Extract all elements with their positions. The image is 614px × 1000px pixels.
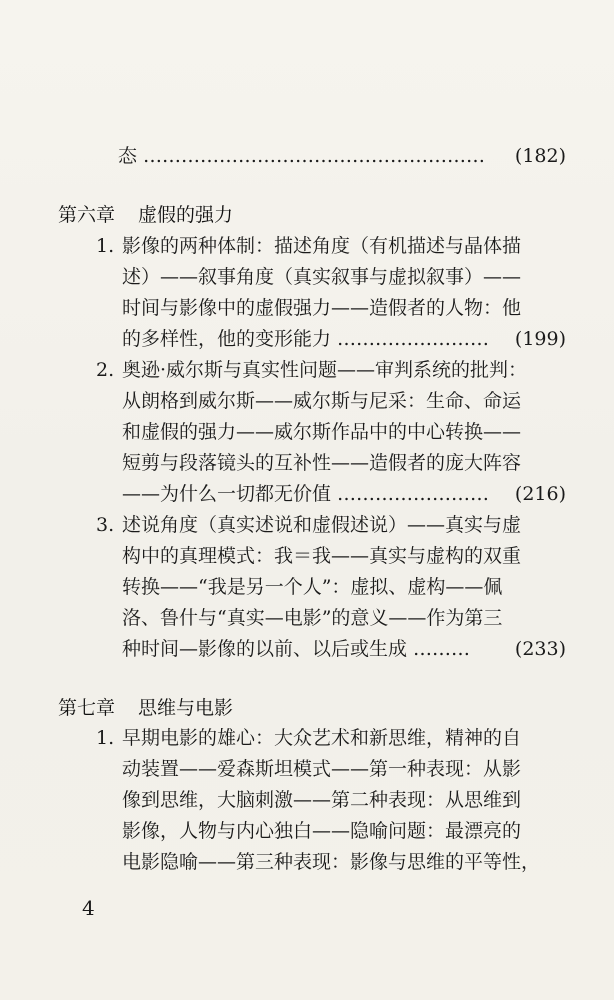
section-line: 动装置——爱森斯坦模式——第一种表现：从影	[122, 758, 522, 780]
section-page: (233)	[514, 638, 566, 660]
section-line: 转换——“我是另一个人”：虚拟、虚构——佩	[122, 576, 503, 598]
chapter-label: 第七章	[58, 697, 116, 719]
section-line: 从朗格到威尔斯——威尔斯与尼采：生命、命运	[122, 390, 522, 412]
section-page: (199)	[514, 328, 566, 350]
section-line: 述说角度（真实述说和虚假述说）——真实与虚	[122, 514, 522, 536]
section-line: 奥逊·威尔斯与真实性问题——审判系统的批判：	[122, 359, 528, 381]
section-line: 述）——叙事角度（真实叙事与虚拟叙事）——	[122, 266, 522, 288]
toc-entry-page: (182)	[514, 145, 566, 167]
section-line: 时间与影像中的虚假强力——造假者的人物：他	[122, 297, 522, 319]
section-number: 1.	[96, 235, 115, 257]
section-line: 早期电影的雄心：大众艺术和新思维，精神的自	[122, 727, 522, 749]
section-line: 电影隐喻——第三种表现：影像与思维的平等性，	[122, 851, 541, 873]
toc-entry-text: 态 ………………………………………………	[118, 145, 486, 167]
section-line: 构中的真理模式：我＝我——真实与虚构的双重	[122, 545, 522, 567]
chapter-label: 第六章	[58, 204, 116, 226]
section-line: 种时间—影像的以前、以后或生成 ………	[122, 638, 471, 660]
page-folio: 4	[82, 896, 95, 920]
section-number: 1.	[96, 727, 115, 749]
section-line: 洛、鲁什与“真实—电影”的意义——作为第三	[122, 607, 503, 629]
section-line: 影像，人物与内心独白——隐喻问题：最漂亮的	[122, 820, 522, 842]
section-line: ——为什么一切都无价值 ……………………	[122, 483, 490, 505]
section-number: 2.	[96, 359, 115, 381]
section-page: (216)	[514, 483, 566, 505]
section-line: 的多样性，他的变形能力 ……………………	[122, 328, 490, 350]
chapter-heading	[58, 694, 233, 722]
chapter-heading	[58, 201, 233, 229]
section-line: 和虚假的强力——威尔斯作品中的中心转换——	[122, 421, 522, 443]
section-number: 3.	[96, 514, 115, 536]
section-line: 像到思维，大脑刺激——第二种表现：从思维到	[122, 789, 522, 811]
chapter-title: 思维与电影	[138, 697, 234, 719]
section-line: 短剪与段落镜头的互补性——造假者的庞大阵容	[122, 452, 522, 474]
section-line: 影像的两种体制：描述角度（有机描述与晶体描	[122, 235, 522, 257]
chapter-title: 虚假的强力	[138, 204, 234, 226]
